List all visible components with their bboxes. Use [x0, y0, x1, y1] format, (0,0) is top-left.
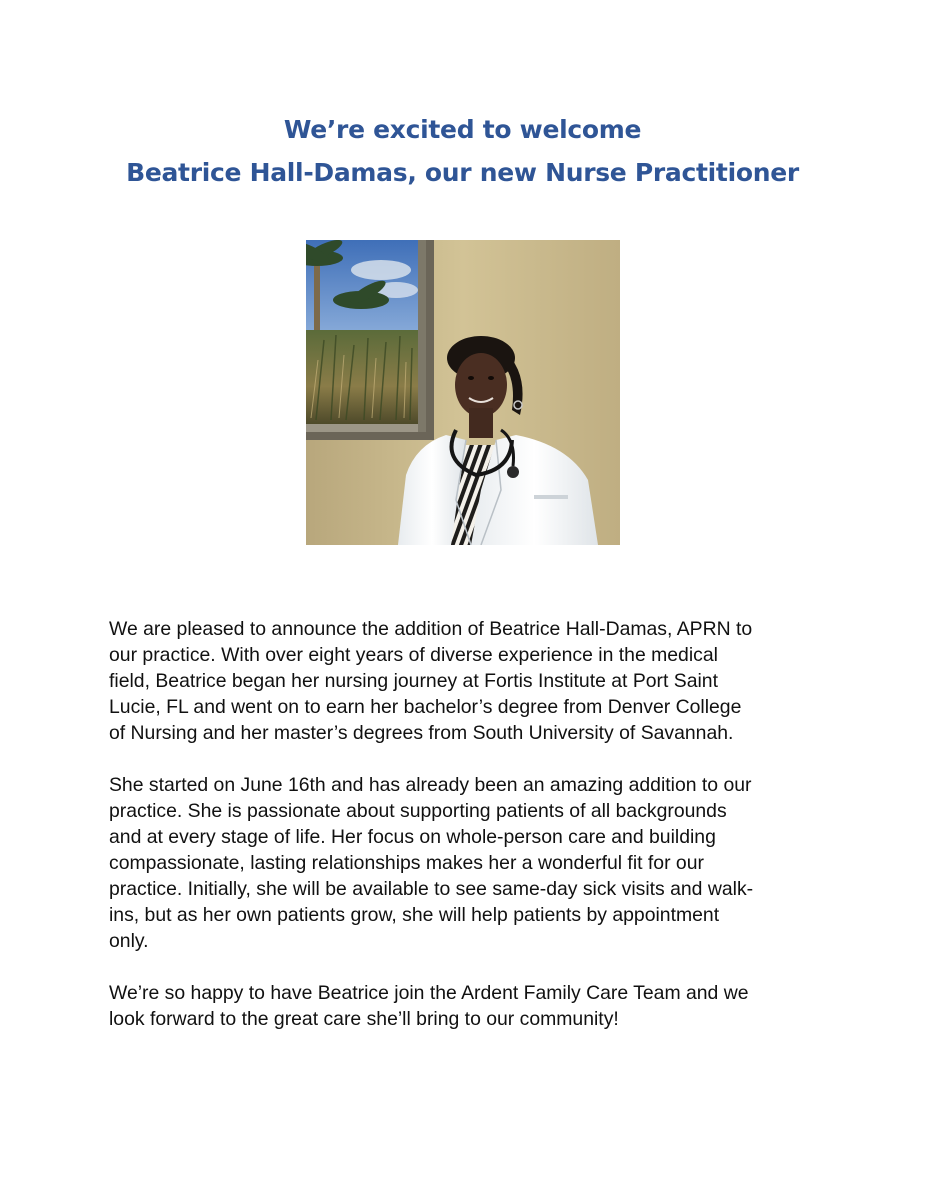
text-line: only.	[109, 930, 149, 952]
text-line: field, Beatrice began her nursing journey at Fortis Institute at Port Saint	[109, 670, 718, 692]
text-line: Lucie, FL and went on to earn her bachelor’s degree from Denver College	[109, 696, 742, 718]
text-line: practice. She is passionate about supporting patients of all backgrounds	[109, 800, 727, 822]
paragraph-intro	[109, 616, 829, 746]
text-line: of Nursing and her master’s degrees from South University of Savannah.	[109, 722, 734, 744]
text-line: compassionate, lasting relationships makes her a wonderful fit for our	[109, 852, 704, 874]
text-line: practice. Initially, she will be available to see same-day sick visits and walk-	[109, 878, 754, 900]
paragraph-closing	[109, 980, 829, 1032]
title-line-2: Beatrice Hall-Damas, our new Nurse Practitioner	[126, 158, 799, 187]
paragraph-start-details	[109, 772, 829, 954]
text-line: She started on June 16th and has already been an amazing addition to our	[109, 774, 752, 796]
text-line: ins, but as her own patients grow, she will help patients by appointment	[109, 904, 720, 926]
text-line: our practice. With over eight years of diverse experience in the medical	[109, 644, 718, 666]
text-line: look forward to the great care she’ll bring to our community!	[109, 1008, 619, 1030]
text-line: We’re so happy to have Beatrice join the Ardent Family Care Team and we	[109, 982, 749, 1004]
text-line: We are pleased to announce the addition of Beatrice Hall-Damas, APRN to	[109, 618, 753, 640]
announcement-body	[109, 616, 829, 1058]
title-line-1: We’re excited to welcome	[283, 115, 642, 144]
page-title	[0, 108, 925, 194]
text-line: and at every stage of life. Her focus on whole-person care and building	[109, 826, 716, 848]
staff-photo	[306, 240, 620, 545]
